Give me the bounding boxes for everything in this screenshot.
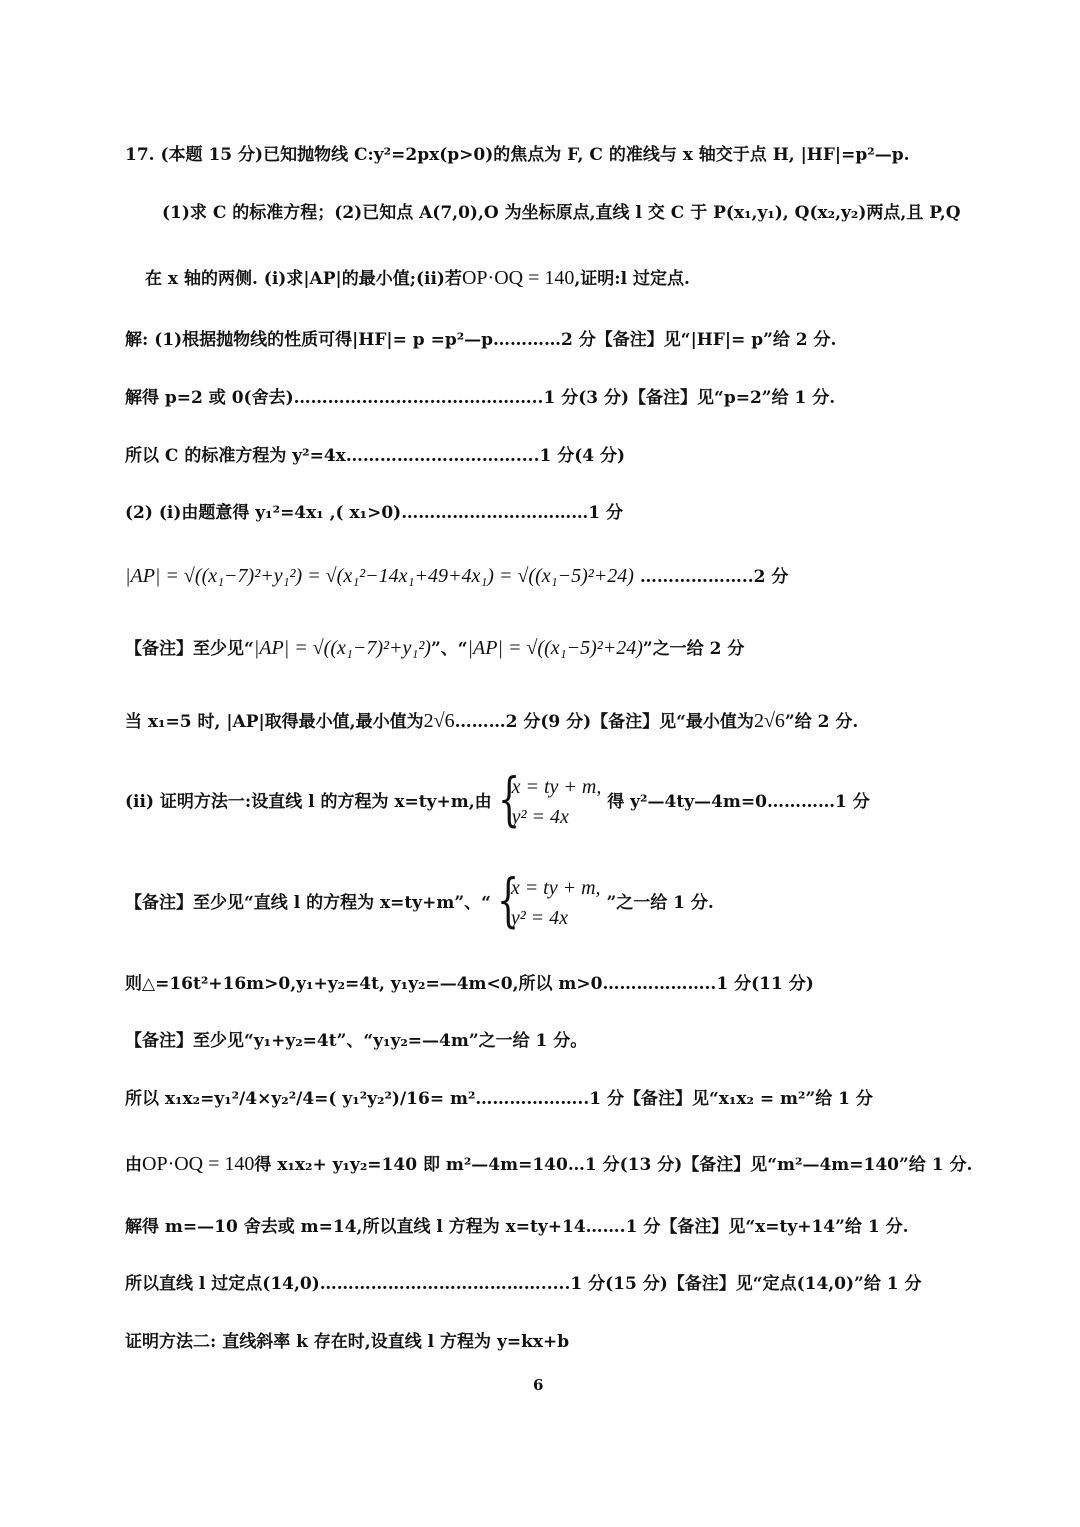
method-one-result: 得 y²—4ty—4m=0…………1 分 bbox=[607, 791, 870, 812]
min-text-c: ”给 2 分. bbox=[784, 712, 859, 732]
dp-text-b: 得 x₁x₂+ y₁y₂=140 即 m²—4m=140…1 分(13 分)【备注】见“m²—4m=140”给 1 分. bbox=[254, 1155, 973, 1175]
cond-text-b: ,证明:l 过定点. bbox=[574, 269, 690, 289]
min-text-a: 当 x₁=5 时, |AP|取得最小值,最小值为 bbox=[125, 712, 424, 732]
min-value-2: 2√6 bbox=[753, 710, 785, 732]
page-number: 6 bbox=[533, 1376, 544, 1394]
solution-line-3: 所以 C 的标准方程为 y²=4x…………………………....1 分(4 分) bbox=[125, 446, 626, 466]
remark-tail: ”之一给 2 分 bbox=[642, 639, 745, 659]
remark-line-equation bbox=[125, 866, 714, 934]
solution-line-4: (2) (i)由题意得 y₁²=4x₁ ,( x₁>0)……………………………1 分 bbox=[125, 503, 623, 523]
remark-line-text-a: 【备注】至少见“直线 l 的方程为 x=ty+m”、“ bbox=[125, 892, 491, 913]
min-value-1: 2√6 bbox=[423, 710, 455, 732]
remark-line-text-b: ”之一给 1 分. bbox=[606, 892, 714, 913]
system-remark-row-2: y² = 4x bbox=[510, 907, 569, 929]
ap-score: ………………..2 分 bbox=[639, 567, 789, 587]
solution-line-12: 所以 x₁x₂=y₁²/4×y₂²/4=( y₁²y₂²)/16= m²………………..1 分【备注】见“x₁x₂ = m²”给 1 分 bbox=[125, 1089, 873, 1109]
remark-expr-a: |AP| = √((x₁−7)²+y₁²) bbox=[253, 637, 431, 659]
problem-intro: 17. (本题 15 分)已知抛物线 C:y²=2px(p>0)的焦点为 F, C 的准线与 x 轴交于点 H, |HF|=p²—p. bbox=[125, 145, 910, 165]
remark-head: 【备注】至少见“ bbox=[125, 639, 254, 659]
method-one-line bbox=[125, 765, 870, 833]
cond-text-a: 在 x 轴的两侧. (i)求|AP|的最小值;(ii)若 bbox=[145, 269, 462, 289]
problem-condition bbox=[145, 266, 690, 290]
dp-text-a: 由 bbox=[125, 1155, 142, 1175]
dot-product-vector: OP·OQ = 140 bbox=[461, 267, 575, 289]
equation-system-remark: { x = ty + m, y² = 4x bbox=[496, 866, 601, 934]
remark-expr-b: |AP| = √((x₁−5)²+24) bbox=[467, 637, 643, 659]
min-text-b: ………2 分(9 分)【备注】见“最小值为 bbox=[454, 712, 754, 732]
solution-line-1: 解: (1)根据抛物线的性质可得|HF|= p =p²—p…………2 分【备注】见“|HF|= p”给 2 分. bbox=[125, 330, 837, 350]
solution-line-11: 【备注】至少见“y₁+y₂=4t”、“y₁y₂=—4m”之一给 1 分。 bbox=[125, 1031, 588, 1051]
problem-parts: (1)求 C 的标准方程；(2)已知点 A(7,0),O 为坐标原点,直线 l 交 C 于 P(x₁,y₁), Q(x₂,y₂)两点,且 P,Q bbox=[162, 203, 961, 223]
ap-distance-formula bbox=[125, 564, 788, 588]
equation-system: { x = ty + m, y² = 4x bbox=[497, 765, 602, 833]
dot-product-line bbox=[125, 1152, 972, 1176]
solution-line-15: 所以直线 l 过定点(14,0)………………………………….....1 分(15 分)【备注】见“定点(14,0)”给 1 分 bbox=[125, 1274, 922, 1294]
system-remark-row-1: x = ty + m, bbox=[510, 877, 601, 899]
remark-ap bbox=[125, 636, 744, 660]
method-one-text: (ii) 证明方法一:设直线 l 的方程为 x=ty+m,由 bbox=[125, 791, 492, 812]
remark-sep: ”、“ bbox=[430, 639, 468, 659]
min-value-line bbox=[125, 709, 858, 733]
solution-line-2: 解得 p=2 或 0(舍去)……………………………………..1 分(3 分)【备注】见“p=2”给 1 分. bbox=[125, 388, 836, 408]
ap-expression: |AP| = √((x₁−7)²+y₁²) = √(x₁²−14x₁+49+4x₁) = √((x₁−5)²+24) bbox=[125, 565, 634, 587]
system-row-1: x = ty + m, bbox=[511, 776, 602, 798]
dp-vector: OP·OQ = 140 bbox=[142, 1153, 255, 1175]
solution-line-16: 证明方法二: 直线斜率 k 存在时,设直线 l 方程为 y=kx+b bbox=[125, 1332, 570, 1352]
system-row-2: y² = 4x bbox=[511, 806, 569, 828]
solution-line-10: 则△=16t²+16m>0,y₁+y₂=4t, y₁y₂=—4m<0,所以 m>0………………..1 分(11 分) bbox=[125, 974, 814, 994]
solution-line-14: 解得 m=—10 舍去或 m=14,所以直线 l 方程为 x=ty+14…….1 分【备注】见“x=ty+14”给 1 分. bbox=[125, 1217, 909, 1237]
